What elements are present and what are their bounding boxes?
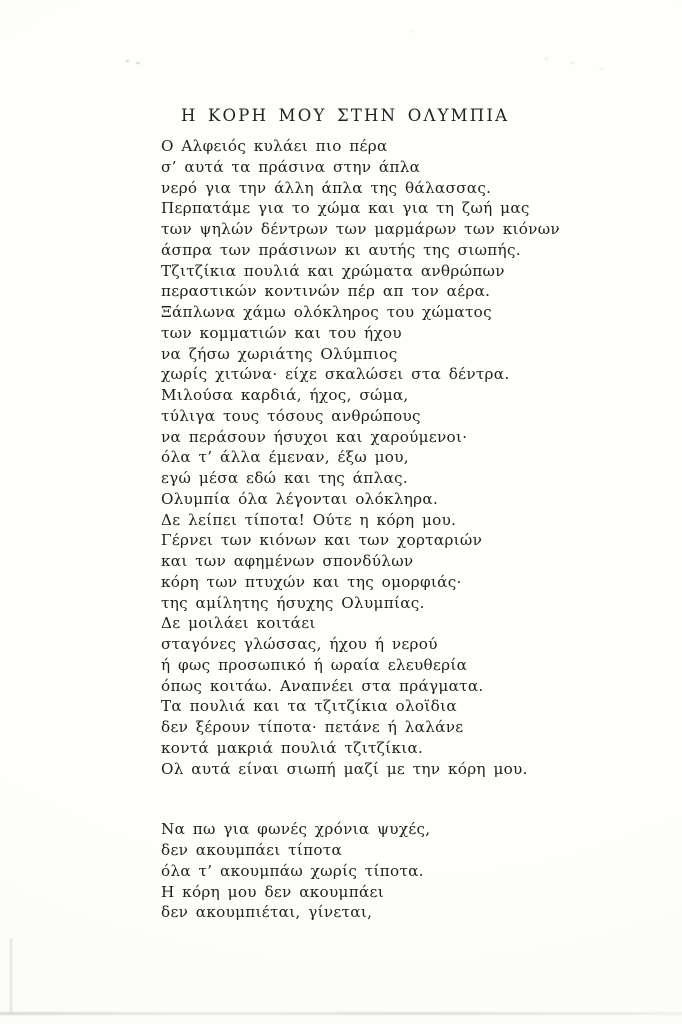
poem-line: Μιλούσα καρδιά, ήχος, σώμα, [161, 386, 409, 404]
poem-line: Ολ αυτά είναι σιωπή μαζί με την κόρη μου. [161, 759, 528, 778]
poem-line: της αμίλητης ήσυχης Ολυμπίας. [161, 593, 425, 612]
poem-line: Γέρνει των κιόνων και των χορταριών [161, 531, 483, 550]
poem-line: Να πω για φωνές χρόνια ψυχές, [161, 820, 431, 839]
poem-line: Τα πουλιά και τα τζιτζίκια ολοϊδια [161, 697, 457, 716]
scan-speck [126, 60, 129, 62]
poem-line: σ’ αυτά τα πράσινα στην άπλα [161, 157, 421, 176]
poem-line: των κομματιών και του ήχου [161, 323, 402, 342]
poem-line: κόρη των πτυχών και της ομορφιάς· [161, 572, 462, 591]
poem-line: δεν ξέρουν τίποτα· πετάνε ή λαλάνε [161, 718, 464, 736]
poem-line: τύλιγα τους τόσους ανθρώπους [161, 406, 421, 425]
scan-left-edge [10, 938, 12, 1012]
poem-line: σταγόνες γλώσσας, ήχου ή νερού [161, 635, 438, 653]
poem-line: εγώ μέσα εδώ και της άπλας. [161, 469, 408, 487]
scan-speck [600, 68, 604, 70]
poem-stanza-1 [161, 136, 560, 779]
poem-line: όλα τ’ ακουμπάω χωρίς τίποτα. [161, 861, 424, 880]
poem-line: και των αφημένων σπονδύλων [161, 552, 414, 570]
poem-line: άσπρα των πράσινων κι αυτής της σιωπής. [161, 240, 521, 259]
poem-line: κοντά μακριά πουλιά τζιτζίκια. [161, 738, 424, 757]
poem-line: όλα τ’ άλλα έμεναν, έξω μου, [161, 448, 409, 467]
poem-line: Τζιτζίκια πουλιά και χρώματα ανθρώπων [161, 261, 505, 280]
scan-speck [410, 30, 413, 32]
poem-line: Ολυμπία όλα λέγονται ολόκληρα. [161, 489, 439, 508]
scan-speck [545, 58, 548, 60]
poem-line: δεν ακουμπιέται, γίνεται, [161, 903, 373, 922]
poem-title: Η ΚΟΡΗ ΜΟΥ ΣΤΗΝ ΟΛΥΜΠΙΑ [181, 106, 510, 126]
poem-line: Η κόρη μου δεν ακουμπάει [161, 882, 384, 901]
poem-line: δεν ακουμπάει τίποτα [161, 841, 343, 859]
poem-body [161, 136, 560, 923]
poem-line: όπως κοιτάω. Αναπνέει στα πράγματα. [161, 676, 484, 695]
poem-line: να περάσουν ήσυχοι και χαρούμενοι· [161, 427, 468, 446]
poem-line: Δε λείπει τίποτα! Ούτε η κόρη μου. [161, 510, 457, 529]
poem-line: νερό για την άλλη άπλα της θάλασσας. [161, 178, 492, 197]
poem-line: Περπατάμε για το χώμα και για τη ζωή μας [161, 199, 530, 218]
scan-bottom-edge [0, 1012, 682, 1015]
poem-line: Δε μοιλάει κοιτάει [161, 614, 316, 633]
poem-line: Ο Αλφειός κυλάει πιο πέρα [161, 137, 388, 155]
poem-stanza-2 [161, 819, 560, 923]
poem-line: χωρίς χιτώνα· είχε σκαλώσει στα δέντρα. [161, 365, 510, 384]
poem-line: περαστικών κοντινών πέρ απ τον αέρα. [161, 282, 491, 301]
poem-line: των ψηλών δέντρων των μαρμάρων των κιόνων [161, 220, 560, 238]
scan-speck [570, 62, 575, 64]
poem-line: Ξάπλωνα χάμω ολόκληρος του χώματος [161, 303, 492, 321]
poem-line: ή φως προσωπικό ή ωραία ελευθερία [161, 655, 468, 674]
scan-speck [136, 62, 140, 64]
poem-line: να ζήσω χωριάτης Ολύμπιος [161, 344, 398, 363]
